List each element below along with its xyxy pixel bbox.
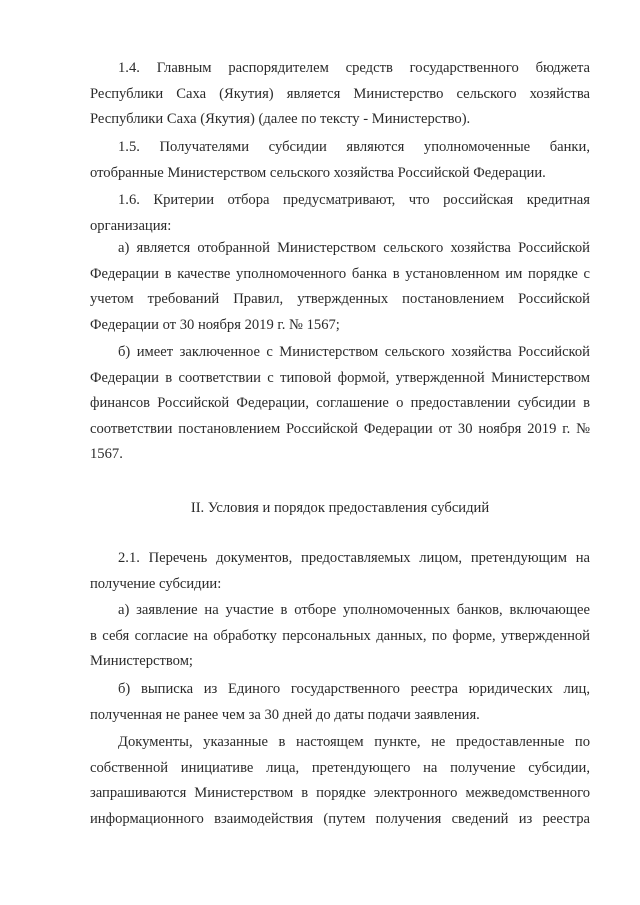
- text-line: получение субсидии:: [90, 575, 222, 592]
- paragraph-1-4: [90, 56, 590, 133]
- text-line: а) является отобранной Министерством сельского хозяйства Российской: [118, 240, 590, 256]
- text-line: собственной инициативе лица, претендующего на получение субсидии,: [90, 759, 590, 776]
- paragraph-2-1: [90, 546, 590, 597]
- text-line: финансов Российской Федерации, соглашение о предоставлении субсидии в: [90, 395, 590, 411]
- text-line: б) имеет заключенное с Министерством сельского хозяйства Российской: [118, 344, 590, 360]
- paragraph-1-6-a: [90, 236, 590, 338]
- text-line: Документы, указанные в настоящем пункте, не предоставленные по: [118, 734, 590, 750]
- text-line: 1.5. Получателями субсидии являются уполномоченные банки,: [118, 139, 590, 155]
- paragraph-1-6: [90, 188, 590, 239]
- paragraph-2-1-b: [90, 677, 590, 728]
- text-line: Федерации от 30 ноября 2019 г. № 1567;: [90, 316, 340, 333]
- paragraph-1-5: [90, 135, 590, 186]
- text-line: б) выписка из Единого государственного реестра юридических лиц,: [118, 681, 590, 697]
- paragraph-2-1-a: [90, 598, 590, 675]
- section-heading: II. Условия и порядок предоставления субсидий: [190, 500, 490, 516]
- text-line: соответствии постановлением Российской Федерации от 30 ноября 2019 г. №: [90, 420, 590, 437]
- text-line: Министерством;: [90, 653, 193, 669]
- text-line: 1567.: [90, 446, 123, 462]
- text-line: Федерации в качестве уполномоченного банка в установленном им порядке с: [90, 265, 590, 282]
- text-line: организация:: [90, 217, 172, 234]
- text-line: Республики Саха (Якутия) (далее по тексту - Министерство).: [90, 111, 471, 127]
- text-line: в себя согласие на обработку персональных данных, по форме, утвержденной: [90, 627, 590, 644]
- text-line: Федерации в соответствии с типовой формой, утвержденной Министерством: [90, 369, 590, 386]
- paragraph-1-6-b: [90, 340, 590, 468]
- paragraph-documents: [90, 730, 590, 832]
- text-line: 1.6. Критерии отбора предусматривают, что российская кредитная: [118, 192, 590, 208]
- text-line: 1.4. Главным распорядителем средств государственного бюджета: [118, 60, 590, 76]
- text-line: Республики Саха (Якутия) является Министерство сельского хозяйства: [90, 85, 590, 102]
- text-line: учетом требований Правил, утвержденных постановлением Российской: [90, 291, 590, 307]
- text-line: 2.1. Перечень документов, предоставляемых лицом, претендующим на: [118, 550, 590, 566]
- text-line: информационного взаимодействия (путем получения сведений из реестра: [90, 810, 590, 827]
- text-line: запрашиваются Министерством в порядке электронного межведомственного: [90, 785, 590, 801]
- text-line: полученная не ранее чем за 30 дней до даты подачи заявления.: [90, 706, 480, 723]
- text-line: а) заявление на участие в отборе уполномоченных банков, включающее: [118, 602, 590, 618]
- text-line: отобранные Министерством сельского хозяйства Российской Федерации.: [90, 164, 546, 181]
